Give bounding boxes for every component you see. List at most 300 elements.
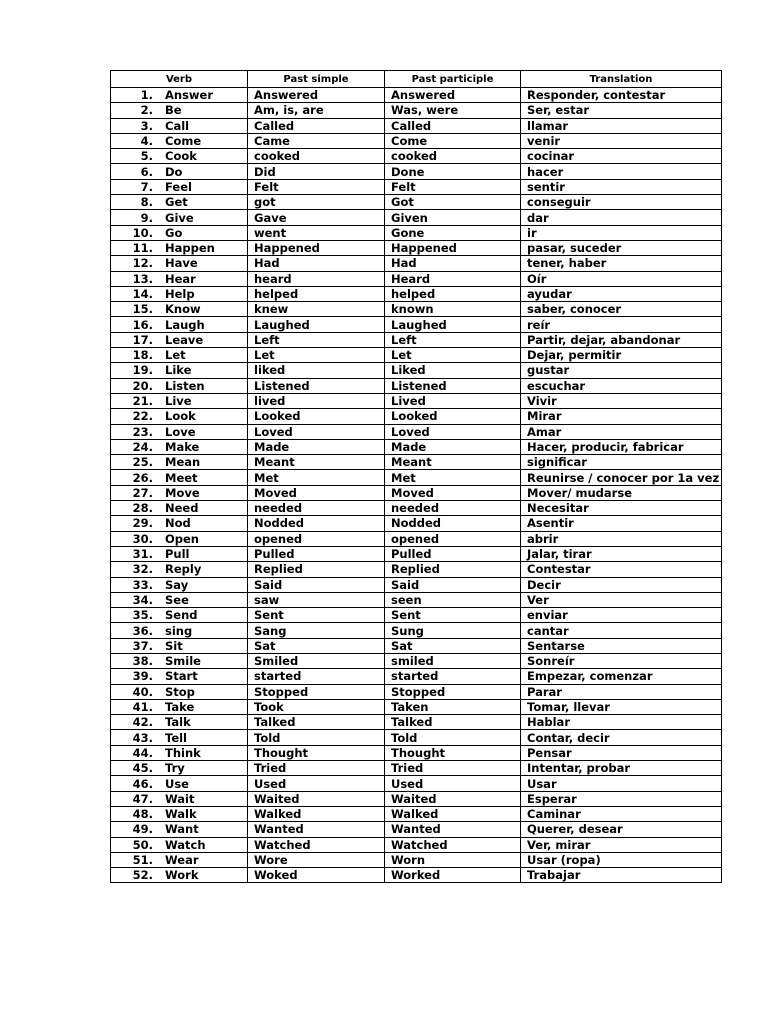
verb-base: See	[165, 592, 189, 607]
past-simple-cell: Walked	[248, 806, 385, 821]
row-number: 38.	[132, 654, 153, 669]
verb-base: Move	[165, 485, 200, 500]
past-simple-cell: Smiled	[248, 653, 385, 668]
past-participle-cell: Stopped	[385, 684, 521, 699]
past-simple-cell: Replied	[248, 562, 385, 577]
row-number: 45.	[132, 761, 153, 776]
verb-cell	[111, 378, 248, 393]
translation-cell: Contestar	[521, 562, 722, 577]
verb-base: Wear	[165, 852, 199, 867]
table-row	[111, 592, 722, 607]
verb-cell	[111, 791, 248, 806]
translation-cell: Jalar, tirar	[521, 546, 722, 561]
past-simple-cell: Left	[248, 332, 385, 347]
verb-base: Have	[165, 256, 198, 271]
past-simple-cell: Watched	[248, 837, 385, 852]
verb-base: Smile	[165, 654, 201, 669]
translation-cell: dar	[521, 210, 722, 225]
verb-cell	[111, 592, 248, 607]
translation-cell: cantar	[521, 623, 722, 638]
table-row	[111, 852, 722, 867]
past-participle-cell: Moved	[385, 485, 521, 500]
row-number: 49.	[132, 822, 153, 837]
translation-cell: Asentir	[521, 516, 722, 531]
past-participle-cell: Done	[385, 164, 521, 179]
verb-base: Start	[165, 669, 198, 684]
verb-cell	[111, 531, 248, 546]
past-simple-cell: Waited	[248, 791, 385, 806]
verb-cell	[111, 133, 248, 148]
verb-base: Use	[165, 776, 189, 791]
past-participle-cell: Sat	[385, 638, 521, 653]
row-number: 6.	[140, 164, 153, 179]
past-simple-cell: heard	[248, 271, 385, 286]
row-number: 17.	[132, 332, 153, 347]
past-simple-cell: Talked	[248, 715, 385, 730]
past-participle-cell: Liked	[385, 363, 521, 378]
table-row	[111, 638, 722, 653]
verb-cell	[111, 256, 248, 271]
verb-base: Work	[165, 868, 199, 883]
verb-cell	[111, 455, 248, 470]
past-simple-cell: Nodded	[248, 516, 385, 531]
header-past-participle: Past participle	[385, 71, 521, 88]
translation-cell: Mover/ mudarse	[521, 485, 722, 500]
row-number: 35.	[132, 608, 153, 623]
past-simple-cell: Told	[248, 730, 385, 745]
verb-cell	[111, 302, 248, 317]
verb-base: Take	[165, 700, 195, 715]
verb-base: Look	[165, 409, 196, 424]
verb-base: Live	[165, 394, 192, 409]
past-participle-cell: needed	[385, 501, 521, 516]
past-simple-cell: Did	[248, 164, 385, 179]
past-simple-cell: Used	[248, 776, 385, 791]
past-participle-cell: Talked	[385, 715, 521, 730]
past-participle-cell: Pulled	[385, 546, 521, 561]
row-number: 3.	[140, 118, 153, 133]
past-simple-cell: Looked	[248, 409, 385, 424]
table-row	[111, 332, 722, 347]
verb-base: Go	[165, 225, 183, 240]
table-row	[111, 546, 722, 561]
row-number: 5.	[140, 149, 153, 164]
translation-cell: Empezar, comenzar	[521, 669, 722, 684]
past-participle-cell: Answered	[385, 88, 521, 103]
header-past-simple: Past simple	[248, 71, 385, 88]
verb-cell	[111, 837, 248, 852]
row-number: 36.	[132, 623, 153, 638]
table-row	[111, 470, 722, 485]
past-participle-cell: smiled	[385, 653, 521, 668]
verb-base: Watch	[165, 837, 206, 852]
table-row	[111, 195, 722, 210]
past-simple-cell: Called	[248, 118, 385, 133]
past-simple-cell: helped	[248, 286, 385, 301]
table-row	[111, 501, 722, 516]
past-participle-cell: Had	[385, 256, 521, 271]
row-number: 52.	[132, 868, 153, 883]
table-row	[111, 348, 722, 363]
past-participle-cell: Left	[385, 332, 521, 347]
verb-cell	[111, 822, 248, 837]
row-number: 21.	[132, 394, 153, 409]
translation-cell: Trabajar	[521, 868, 722, 883]
verb-base: Send	[165, 608, 198, 623]
past-participle-cell: Taken	[385, 699, 521, 714]
row-number: 41.	[132, 700, 153, 715]
past-participle-cell: Was, were	[385, 103, 521, 118]
row-number: 29.	[132, 516, 153, 531]
verb-base: Meet	[165, 470, 198, 485]
translation-cell: Querer, desear	[521, 822, 722, 837]
translation-cell: Tomar, llevar	[521, 699, 722, 714]
translation-cell: venir	[521, 133, 722, 148]
row-number: 32.	[132, 562, 153, 577]
verb-base: Wait	[165, 791, 195, 806]
table-row	[111, 806, 722, 821]
translation-cell: Mirar	[521, 409, 722, 424]
row-number: 9.	[140, 210, 153, 225]
past-participle-cell: Laughed	[385, 317, 521, 332]
table-row	[111, 822, 722, 837]
past-simple-cell: Loved	[248, 424, 385, 439]
translation-cell: Pensar	[521, 745, 722, 760]
row-number: 16.	[132, 317, 153, 332]
verb-cell	[111, 608, 248, 623]
verb-cell	[111, 638, 248, 653]
past-simple-cell: Tried	[248, 761, 385, 776]
translation-cell: sentir	[521, 179, 722, 194]
table-row	[111, 256, 722, 271]
translation-cell: Ver	[521, 592, 722, 607]
past-participle-cell: Sung	[385, 623, 521, 638]
row-number: 8.	[140, 195, 153, 210]
translation-cell: Responder, contestar	[521, 88, 722, 103]
past-participle-cell: known	[385, 302, 521, 317]
table-row	[111, 699, 722, 714]
table-row	[111, 149, 722, 164]
translation-cell: enviar	[521, 608, 722, 623]
past-simple-cell: started	[248, 669, 385, 684]
translation-cell: Sentarse	[521, 638, 722, 653]
row-number: 39.	[132, 669, 153, 684]
table-row	[111, 363, 722, 378]
verb-cell	[111, 776, 248, 791]
past-simple-cell: Made	[248, 439, 385, 454]
verb-base: Sit	[165, 638, 183, 653]
past-simple-cell: Came	[248, 133, 385, 148]
past-participle-cell: Met	[385, 470, 521, 485]
table-row	[111, 118, 722, 133]
table-row	[111, 424, 722, 439]
verb-cell	[111, 761, 248, 776]
verb-cell	[111, 852, 248, 867]
row-number: 10.	[132, 225, 153, 240]
verb-base: Mean	[165, 455, 201, 470]
table-row	[111, 378, 722, 393]
row-number: 4.	[140, 134, 153, 149]
past-simple-cell: Pulled	[248, 546, 385, 561]
translation-cell: saber, conocer	[521, 302, 722, 317]
past-simple-cell: Moved	[248, 485, 385, 500]
past-participle-cell: Nodded	[385, 516, 521, 531]
translation-cell: Usar (ropa)	[521, 852, 722, 867]
row-number: 18.	[132, 348, 153, 363]
verb-cell	[111, 669, 248, 684]
past-participle-cell: Given	[385, 210, 521, 225]
past-participle-cell: Watched	[385, 837, 521, 852]
verb-cell	[111, 103, 248, 118]
past-simple-cell: Said	[248, 577, 385, 592]
table-row	[111, 103, 722, 118]
table-row	[111, 210, 722, 225]
past-simple-cell: Laughed	[248, 317, 385, 332]
table-row	[111, 286, 722, 301]
past-participle-cell: started	[385, 669, 521, 684]
translation-cell: escuchar	[521, 378, 722, 393]
verb-base: Let	[165, 348, 186, 363]
verb-cell	[111, 745, 248, 760]
row-number: 42.	[132, 715, 153, 730]
row-number: 27.	[132, 485, 153, 500]
verb-cell	[111, 562, 248, 577]
past-simple-cell: cooked	[248, 149, 385, 164]
verb-base: Make	[165, 439, 200, 454]
translation-cell: cocinar	[521, 149, 722, 164]
verb-cell	[111, 806, 248, 821]
table-row	[111, 745, 722, 760]
verb-base: Laugh	[165, 317, 205, 332]
translation-cell: reír	[521, 317, 722, 332]
table-row	[111, 485, 722, 500]
past-participle-cell: cooked	[385, 149, 521, 164]
verb-base: Be	[165, 103, 182, 118]
verb-cell	[111, 88, 248, 103]
past-participle-cell: Sent	[385, 608, 521, 623]
table-row	[111, 608, 722, 623]
translation-cell: Contar, decir	[521, 730, 722, 745]
row-number: 30.	[132, 531, 153, 546]
past-simple-cell: Meant	[248, 455, 385, 470]
past-simple-cell: Wore	[248, 852, 385, 867]
past-participle-cell: seen	[385, 592, 521, 607]
translation-cell: Reunirse / conocer por 1a vez	[521, 470, 722, 485]
past-participle-cell: Happened	[385, 240, 521, 255]
past-simple-cell: Answered	[248, 88, 385, 103]
row-number: 48.	[132, 807, 153, 822]
table-row	[111, 715, 722, 730]
verb-base: Love	[165, 424, 196, 439]
past-participle-cell: Walked	[385, 806, 521, 821]
translation-cell: Dejar, permitir	[521, 348, 722, 363]
translation-cell: abrir	[521, 531, 722, 546]
past-simple-cell: saw	[248, 592, 385, 607]
past-simple-cell: Happened	[248, 240, 385, 255]
translation-cell: Hablar	[521, 715, 722, 730]
table-row	[111, 837, 722, 852]
row-number: 33.	[132, 577, 153, 592]
past-participle-cell: Got	[385, 195, 521, 210]
verb-base: Want	[165, 822, 199, 837]
table-row	[111, 730, 722, 745]
verb-base: Talk	[165, 715, 191, 730]
verb-base: Give	[165, 210, 194, 225]
verb-cell	[111, 439, 248, 454]
table-row	[111, 868, 722, 883]
verb-cell	[111, 501, 248, 516]
past-simple-cell: lived	[248, 393, 385, 408]
verb-cell	[111, 195, 248, 210]
verb-cell	[111, 485, 248, 500]
table-row	[111, 684, 722, 699]
row-number: 13.	[132, 271, 153, 286]
verb-base: Tell	[165, 730, 188, 745]
row-number: 25.	[132, 455, 153, 470]
row-number: 22.	[132, 409, 153, 424]
verb-cell	[111, 516, 248, 531]
verb-base: Stop	[165, 684, 195, 699]
table-row	[111, 409, 722, 424]
translation-cell: Partir, dejar, abandonar	[521, 332, 722, 347]
header-verb: Verb	[111, 71, 248, 88]
table-row	[111, 761, 722, 776]
verb-base: sing	[165, 623, 193, 638]
past-participle-cell: Called	[385, 118, 521, 133]
verb-cell	[111, 332, 248, 347]
translation-cell: gustar	[521, 363, 722, 378]
past-simple-cell: Woked	[248, 868, 385, 883]
row-number: 34.	[132, 592, 153, 607]
row-number: 43.	[132, 730, 153, 745]
row-number: 19.	[132, 363, 153, 378]
row-number: 28.	[132, 501, 153, 516]
past-participle-cell: Felt	[385, 179, 521, 194]
row-number: 31.	[132, 547, 153, 562]
translation-cell: Intentar, probar	[521, 761, 722, 776]
translation-cell: llamar	[521, 118, 722, 133]
past-participle-cell: Said	[385, 577, 521, 592]
translation-cell: significar	[521, 455, 722, 470]
row-number: 44.	[132, 745, 153, 760]
table-row	[111, 653, 722, 668]
verb-cell	[111, 424, 248, 439]
past-simple-cell: knew	[248, 302, 385, 317]
verb-cell	[111, 409, 248, 424]
table-row	[111, 271, 722, 286]
verb-base: Nod	[165, 516, 191, 531]
past-simple-cell: Gave	[248, 210, 385, 225]
past-simple-cell: needed	[248, 501, 385, 516]
verb-cell	[111, 699, 248, 714]
past-simple-cell: Wanted	[248, 822, 385, 837]
verb-base: Get	[165, 195, 188, 210]
verb-cell	[111, 730, 248, 745]
past-participle-cell: Told	[385, 730, 521, 745]
verb-cell	[111, 179, 248, 194]
table-row	[111, 302, 722, 317]
verb-base: Try	[165, 761, 185, 776]
past-participle-cell: Looked	[385, 409, 521, 424]
verb-base: Happen	[165, 241, 215, 256]
past-participle-cell: opened	[385, 531, 521, 546]
table-row	[111, 439, 722, 454]
translation-cell: ir	[521, 225, 722, 240]
past-participle-cell: helped	[385, 286, 521, 301]
past-simple-cell: Sang	[248, 623, 385, 638]
translation-cell: tener, haber	[521, 256, 722, 271]
row-number: 14.	[132, 287, 153, 301]
row-number: 12.	[132, 256, 153, 271]
table-row	[111, 562, 722, 577]
translation-cell: Hacer, producir, fabricar	[521, 439, 722, 454]
table-row	[111, 531, 722, 546]
verb-base: Think	[165, 745, 201, 760]
translation-cell: Sonreír	[521, 653, 722, 668]
past-participle-cell: Used	[385, 776, 521, 791]
row-number: 51.	[132, 852, 153, 867]
past-participle-cell: Waited	[385, 791, 521, 806]
past-simple-cell: Sent	[248, 608, 385, 623]
row-number: 26.	[132, 470, 153, 485]
row-number: 7.	[140, 179, 153, 194]
table-row	[111, 776, 722, 791]
verb-cell	[111, 653, 248, 668]
past-participle-cell: Listened	[385, 378, 521, 393]
row-number: 46.	[132, 776, 153, 791]
verb-base: Listen	[165, 378, 205, 393]
past-participle-cell: Gone	[385, 225, 521, 240]
past-simple-cell: Stopped	[248, 684, 385, 699]
translation-cell: pasar, suceder	[521, 240, 722, 255]
past-simple-cell: Thought	[248, 745, 385, 760]
verb-base: Do	[165, 164, 183, 179]
past-simple-cell: Let	[248, 348, 385, 363]
table-row	[111, 133, 722, 148]
past-participle-cell: Worked	[385, 868, 521, 883]
table-row	[111, 317, 722, 332]
verb-base: Leave	[165, 332, 204, 347]
verb-cell	[111, 577, 248, 592]
verb-base: Open	[165, 531, 199, 546]
verb-base: Answer	[165, 88, 214, 103]
header-row	[111, 71, 722, 88]
past-participle-cell: Tried	[385, 761, 521, 776]
row-number: 23.	[132, 424, 153, 439]
translation-cell: conseguir	[521, 195, 722, 210]
past-participle-cell: Let	[385, 348, 521, 363]
translation-cell: ayudar	[521, 286, 722, 301]
translation-cell: Amar	[521, 424, 722, 439]
verb-base: Like	[165, 363, 192, 378]
past-simple-cell: opened	[248, 531, 385, 546]
verb-cell	[111, 118, 248, 133]
past-simple-cell: Sat	[248, 638, 385, 653]
translation-cell: Ver, mirar	[521, 837, 722, 852]
verb-cell	[111, 684, 248, 699]
table-row	[111, 240, 722, 255]
translation-cell: Esperar	[521, 791, 722, 806]
verb-cell	[111, 470, 248, 485]
table-row	[111, 164, 722, 179]
verb-base: Call	[165, 118, 190, 133]
verb-cell	[111, 271, 248, 286]
row-number: 2.	[140, 103, 153, 118]
verb-base: Feel	[165, 179, 192, 194]
row-number: 50.	[132, 837, 153, 852]
past-participle-cell: Heard	[385, 271, 521, 286]
past-simple-cell: Met	[248, 470, 385, 485]
